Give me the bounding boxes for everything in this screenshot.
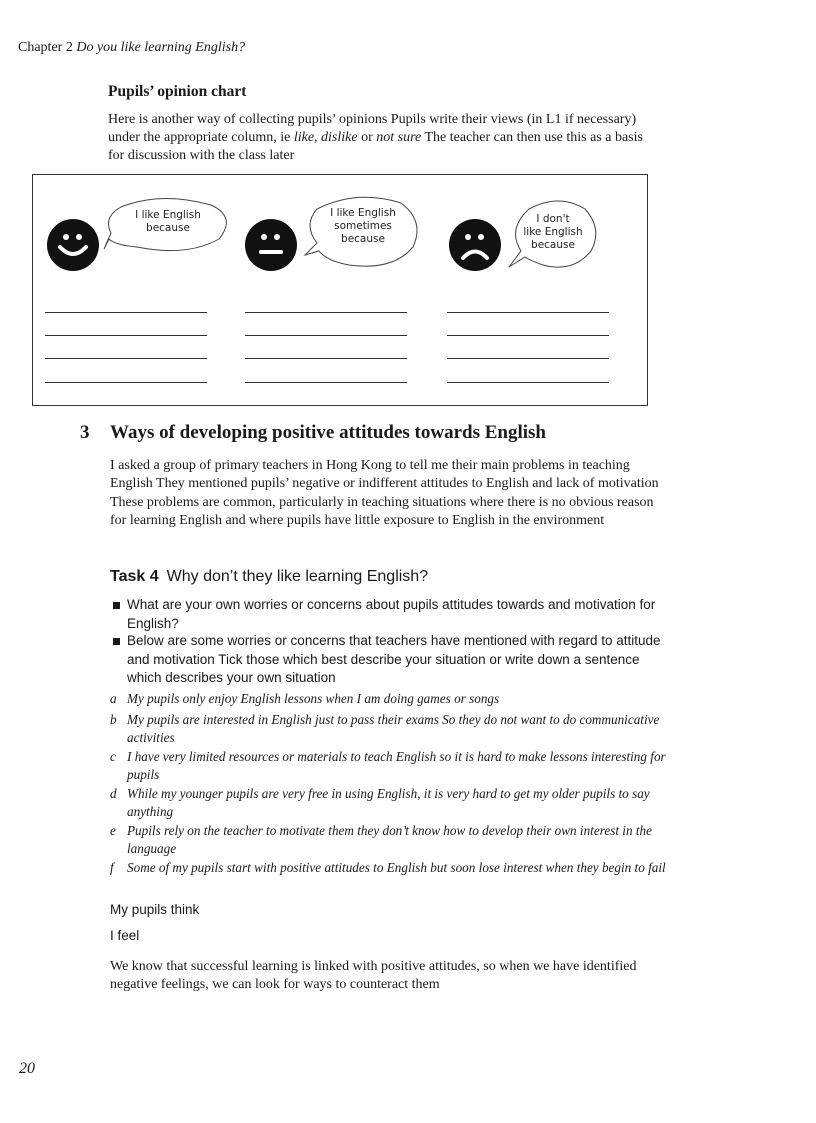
answer-line bbox=[447, 335, 609, 336]
section-number: 3 bbox=[80, 422, 90, 443]
answer-line bbox=[45, 335, 207, 336]
answer-line bbox=[45, 382, 207, 383]
bubble-3-text: I don't like English because bbox=[523, 213, 583, 251]
opinion-chart-intro: Here is another way of collecting pupils’ opinions Pupils write their views (in L1 if necessary) under the appropriate column, ie like, dislike or not sure The teacher can then use this as a basis for discussion with the class later bbox=[108, 112, 643, 163]
answer-line bbox=[447, 358, 609, 359]
section-title: Ways of developing positive attitudes towards English bbox=[110, 422, 546, 443]
answer-line bbox=[245, 358, 407, 359]
list-item: a My pupils only enjoy English lessons when I am doing games or songs bbox=[110, 691, 500, 706]
list-item: f Some of my pupils start with positive attitudes to English but soon lose interest when they begin to fail bbox=[110, 860, 666, 875]
list-item: c I have very limited resources or materials to teach English so it is hard to make lessons interesting for pupils bbox=[110, 749, 666, 782]
prompt-pupils-think: My pupils think bbox=[110, 902, 200, 917]
list-item: b My pupils are interested in English just to pass their exams So they do not want to do communicative activities bbox=[110, 712, 660, 745]
happy-face-icon bbox=[45, 217, 101, 273]
chapter-label: Chapter 2 bbox=[18, 40, 73, 55]
answer-line bbox=[45, 312, 207, 313]
task-bullet: What are your own worries or concerns about pupils attitudes towards and motivation for English? bbox=[110, 596, 670, 633]
bullet-square-icon bbox=[113, 638, 120, 645]
opinion-chart-heading: Pupils’ opinion chart bbox=[108, 83, 247, 100]
list-item: d While my younger pupils are very free in using English, it is very hard to get my older pupils to say anything bbox=[110, 786, 650, 819]
task-label: Task 4 bbox=[110, 568, 159, 585]
opinion-chart-box bbox=[32, 174, 648, 406]
answer-line bbox=[245, 312, 407, 313]
answer-line bbox=[447, 382, 609, 383]
chapter-title: Do you like learning English? bbox=[76, 40, 246, 55]
bubble-1-text: I like English because bbox=[135, 209, 201, 234]
task-heading bbox=[110, 568, 428, 586]
bubble-2-text: I like English sometimes because bbox=[330, 207, 396, 245]
chapter-header bbox=[18, 40, 245, 56]
task-bullet: Below are some worries or concerns that teachers have mentioned with regard to attitude and motivation Tick those which best describe your situation or write down a sentence which describes your own situation bbox=[110, 632, 670, 688]
page-number: 20 bbox=[19, 1060, 35, 1077]
answer-line bbox=[45, 358, 207, 359]
answer-line bbox=[245, 382, 407, 383]
sad-face-icon bbox=[447, 217, 503, 273]
answer-line bbox=[447, 312, 609, 313]
closing-paragraph: We know that successful learning is linked with positive attitudes, so when we have identified negative feelings, we can look for ways to counteract them bbox=[110, 959, 637, 993]
neutral-face-icon bbox=[243, 217, 299, 273]
section-body: I asked a group of primary teachers in Hong Kong to tell me their main problems in teaching English They mentioned pupils’ negative or indifferent attitudes to English and lack of motivation These problems are common, particularly in teaching situations where there is no obvious reason for learning English and where pupils have little exposure to English in the environment bbox=[110, 458, 659, 529]
prompt-i-feel: I feel bbox=[110, 928, 140, 943]
list-item: e Pupils rely on the teacher to motivate them they don’t know how to develop their own interest in the language bbox=[110, 823, 652, 856]
answer-line bbox=[245, 335, 407, 336]
bullet-square-icon bbox=[113, 602, 120, 609]
task-title: Why don’t they like learning English? bbox=[166, 568, 429, 585]
